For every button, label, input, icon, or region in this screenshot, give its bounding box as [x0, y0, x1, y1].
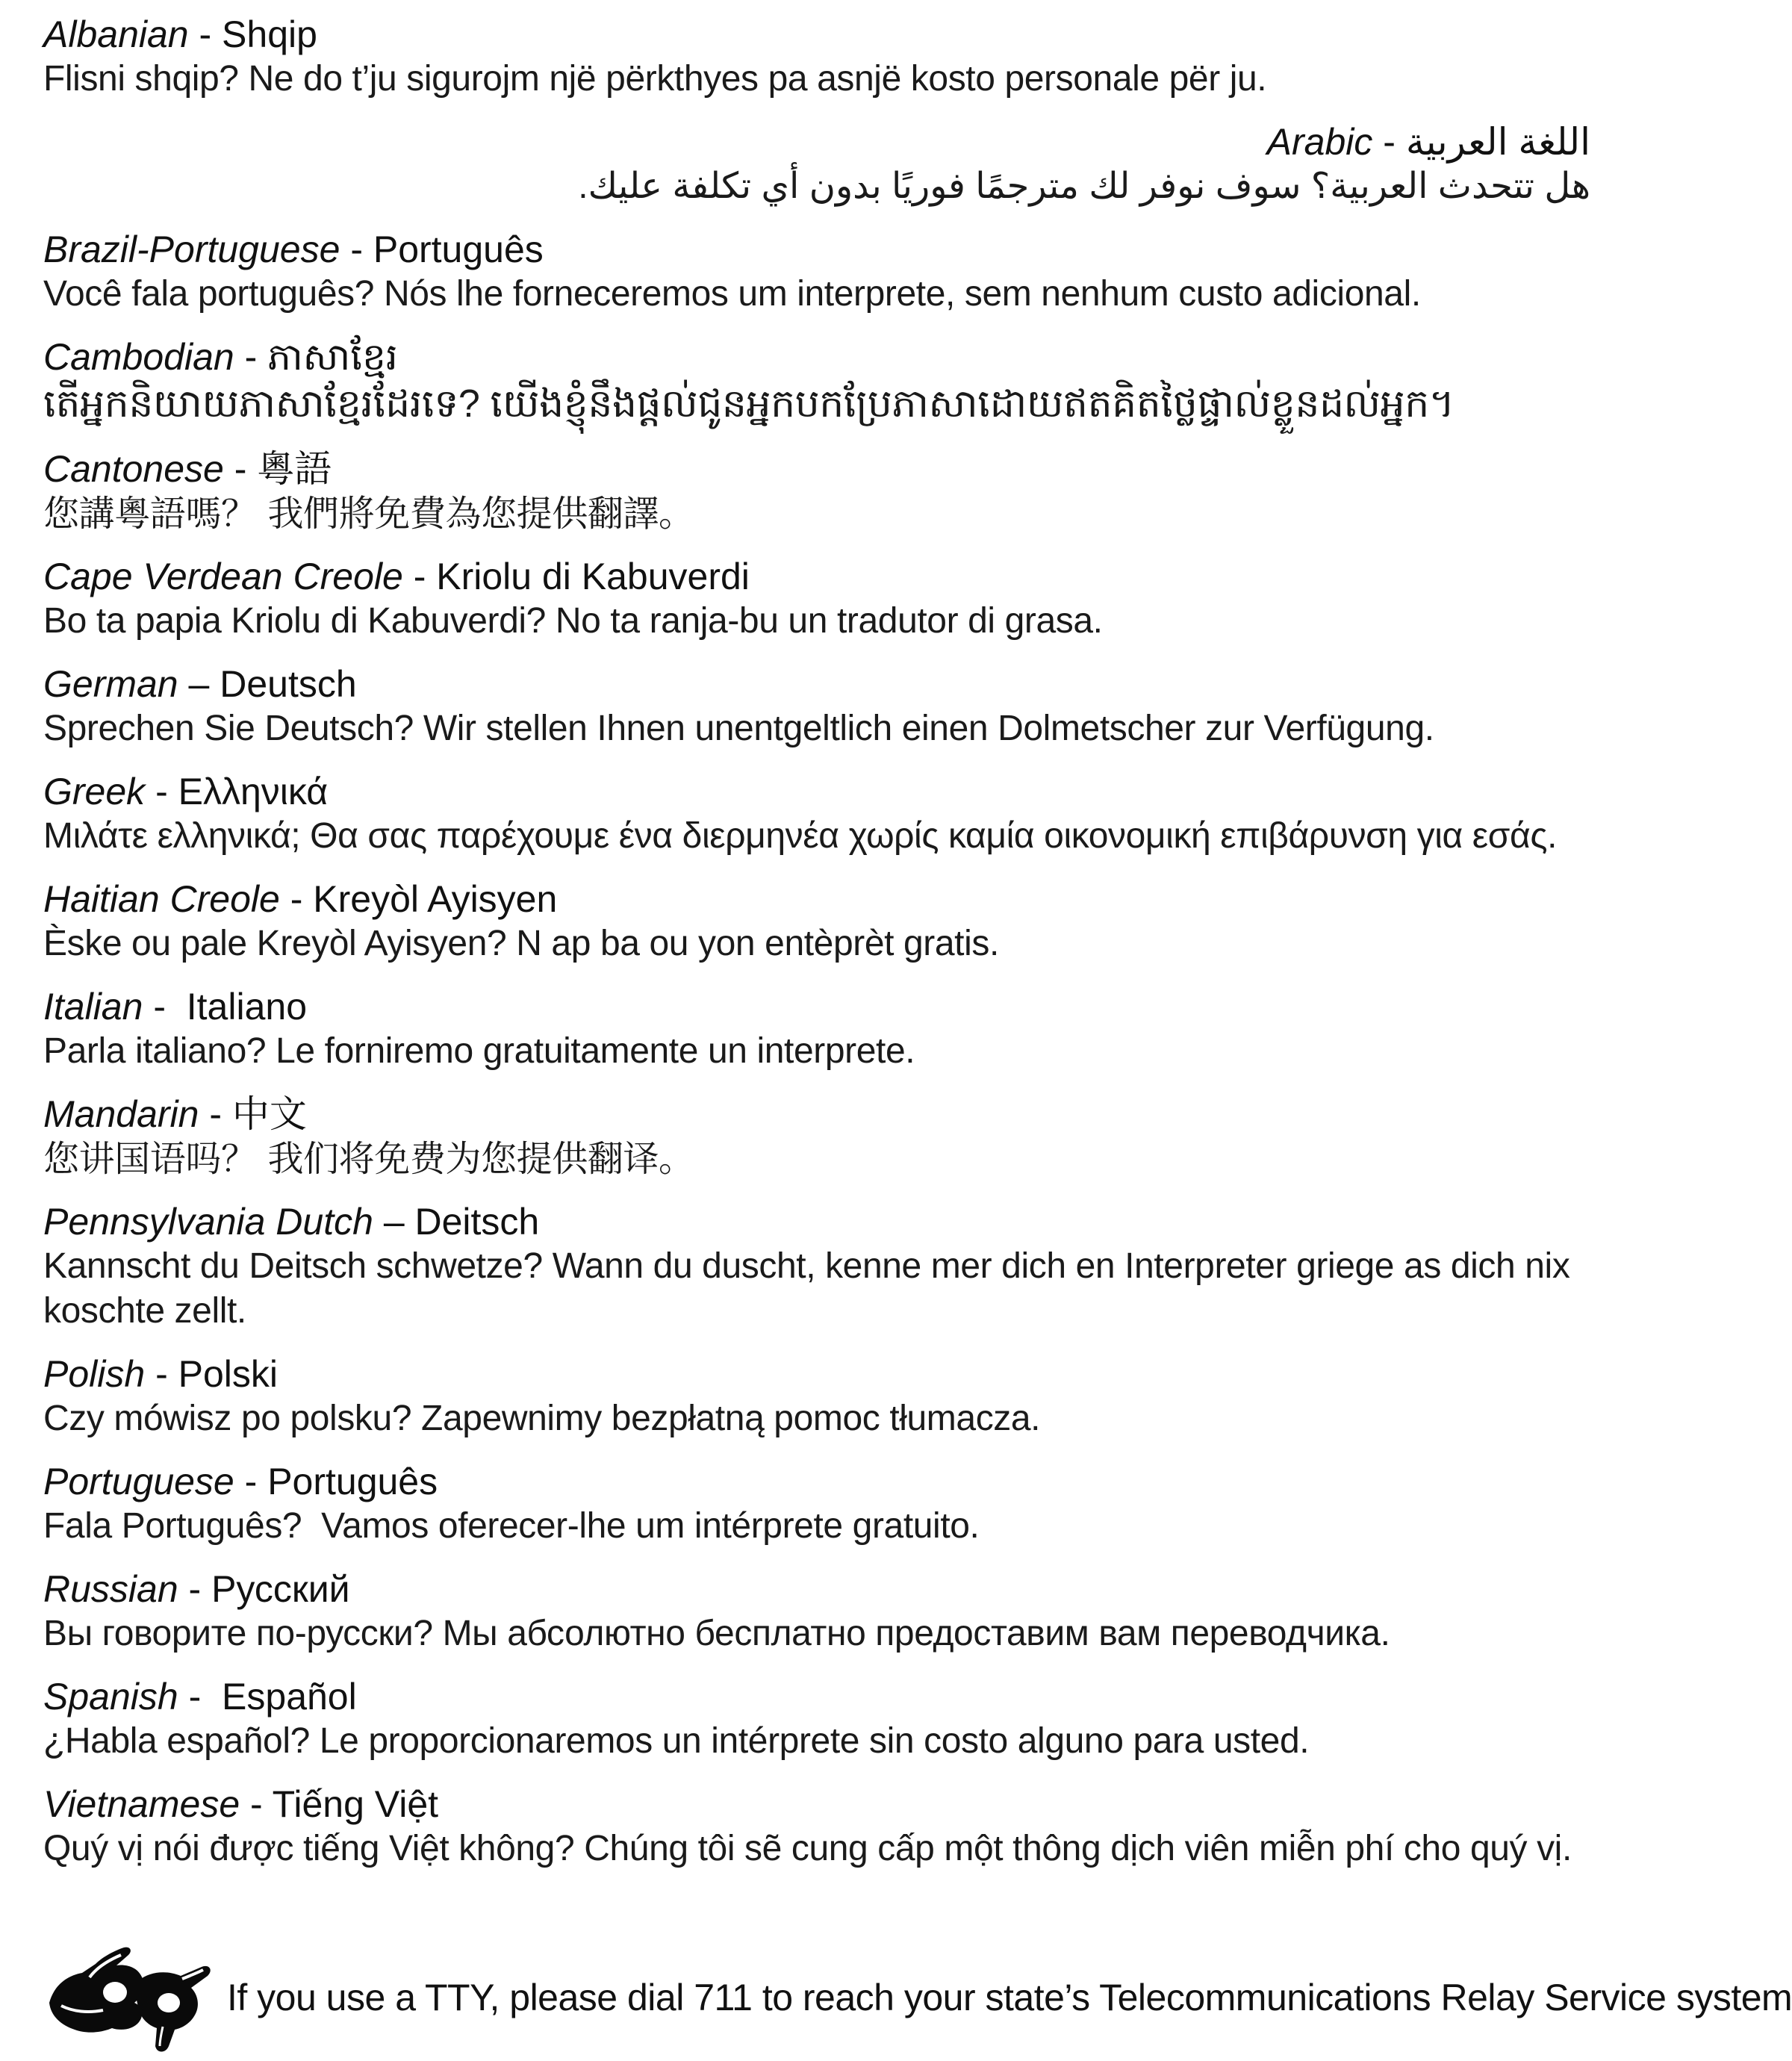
language-heading: Haitian Creole - Kreyòl Ayisyen	[43, 878, 558, 920]
interpreter-offer-text: Parla italiano? Le forniremo gratuitamente un interprete.	[43, 1031, 915, 1071]
language-heading: German – Deutsch	[43, 663, 357, 705]
language-name-native: Polski	[178, 1353, 278, 1395]
language-name-english: German	[43, 663, 178, 705]
language-name-native: Shqip	[222, 13, 317, 55]
language-name-english: Pennsylvania Dutch	[43, 1201, 373, 1243]
interpreter-offer-text: Flisni shqip? Ne do t’ju sigurojm një përkthyes pa asnjë kosto personale për ju.	[43, 59, 1267, 99]
language-heading: Pennsylvania Dutch – Deitsch	[43, 1201, 540, 1243]
language-name-english: Mandarin	[43, 1093, 199, 1135]
language-entry-mandarin	[43, 1092, 1590, 1181]
language-name-english: Brazil-Portuguese	[43, 229, 340, 270]
language-entry-pennsylvania-dutch	[43, 1199, 1590, 1334]
interpreter-offer-text: Você fala português? Nós lhe forneceremos um interprete, sem nenhum custo adicional.	[43, 274, 1421, 314]
language-heading: Albanian - Shqip	[43, 13, 317, 55]
language-name-english: Albanian	[43, 13, 189, 55]
interpreter-offer-text: Вы говорите по-русски? Мы абсолютно бесплатно предоставим вам переводчика.	[43, 1614, 1390, 1653]
language-entry-spanish	[43, 1674, 1590, 1764]
language-entry-cantonese	[43, 447, 1590, 536]
language-heading: Italian - Italiano	[43, 986, 307, 1028]
language-entry-greek	[43, 769, 1590, 859]
language-name-native: 粵語	[257, 447, 332, 491]
interpreter-offer-text: Fala Português? Vamos oferecer-lhe um intérprete gratuito.	[43, 1506, 980, 1546]
language-assistance-notice	[43, 12, 1590, 1889]
language-entry-haitian-creole	[43, 877, 1590, 966]
language-name-english: Cape Verdean Creole	[43, 556, 403, 597]
interpreter-offer-text: Μιλάτε ελληνικά; Θα σας παρέχουμε ένα διερμηνέα χωρίς καμία οικονομική επιβάρυνση για εσάς.	[43, 816, 1558, 856]
language-name-native: Italiano	[186, 986, 307, 1028]
language-name-native: Kriolu di Kabuverdi	[436, 556, 750, 597]
interpreter-offer-text: Sprechen Sie Deutsch? Wir stellen Ihnen unentgeltlich einen Dolmetscher zur Verfügung.	[43, 709, 1434, 748]
language-name-native: Deutsch	[220, 663, 357, 705]
language-entry-italian	[43, 984, 1590, 1074]
language-entry-polish	[43, 1352, 1590, 1441]
language-name-english: Italian	[43, 986, 143, 1028]
tty-relay-instructions: If you use a TTY, please dial 711 to reach your state’s Telecommunications Relay Service system	[227, 1977, 1792, 2018]
interpreter-offer-text: Bo ta papia Kriolu di Kabuverdi? No ta ranja-bu un tradutor di grasa.	[43, 601, 1103, 641]
language-heading: Mandarin - 中文	[43, 1092, 307, 1136]
language-name-native: Deitsch	[414, 1201, 540, 1243]
language-entry-german	[43, 662, 1590, 751]
language-entry-vietnamese	[43, 1782, 1590, 1871]
language-heading: Spanish - Español	[43, 1676, 357, 1718]
interpreter-offer-text: Kannscht du Deitsch schwetze? Wann du duscht, kenne mer dich en Interpreter griege as dich nix koschte zellt.	[43, 1246, 1570, 1331]
language-heading: Portuguese - Português	[43, 1461, 438, 1502]
interpreter-offer-text: Quý vị nói được tiếng Việt không? Chúng tôi sẽ cung cấp một thông dịch viên miễn phí cho quý vị.	[43, 1829, 1572, 1868]
language-heading: Cantonese - 粵語	[43, 447, 332, 491]
language-entry-portuguese	[43, 1459, 1590, 1549]
language-name-english: Russian	[43, 1568, 178, 1610]
asl-interpreting-hands-icon	[43, 1934, 215, 2061]
interpreter-offer-text: هل تتحدث العربية؟ سوف نوفر لك مترجمًا فوريًا بدون أي تكلفة عليك.	[578, 167, 1590, 206]
language-entry-cape-verdean-creole	[43, 554, 1590, 644]
language-heading: Vietnamese - Tiếng Việt	[43, 1783, 439, 1825]
language-entry-cambodian	[43, 335, 1590, 429]
language-name-native: ភាសាខ្មែរ	[267, 336, 398, 378]
language-entry-russian	[43, 1567, 1590, 1656]
language-name-native: Português	[373, 229, 544, 270]
language-name-native: Kreyòl Ayisyen	[313, 878, 558, 920]
language-name-english: Cambodian	[43, 336, 234, 378]
language-name-english: Greek	[43, 771, 146, 812]
language-entry-albanian	[43, 12, 1590, 102]
language-heading: Cape Verdean Creole - Kriolu di Kabuverdi	[43, 556, 750, 597]
language-name-native: 中文	[231, 1092, 307, 1136]
language-heading: Polish - Polski	[43, 1353, 278, 1395]
interpreter-offer-text: Èske ou pale Kreyòl Ayisyen? N ap ba ou yon entèprèt gratis.	[43, 924, 999, 963]
language-name-english: Cantonese	[43, 448, 224, 490]
language-name-native: Русский	[211, 1568, 350, 1610]
language-heading: Russian - Русский	[43, 1568, 350, 1610]
language-name-native: Português	[267, 1461, 438, 1502]
language-name-english: Arabic	[1266, 121, 1373, 163]
language-name-english: Haitian Creole	[43, 878, 280, 920]
language-name-native: Tiếng Việt	[272, 1783, 439, 1825]
language-heading: Greek - Ελληνικά	[43, 771, 329, 812]
language-name-english: Portuguese	[43, 1461, 234, 1502]
interpreter-offer-text: 您講粵語嗎？ 我們將免費為您提供翻譯。	[43, 493, 694, 535]
language-name-native: اللغة العربية	[1405, 121, 1590, 163]
language-heading: Brazil-Portuguese - Português	[43, 229, 544, 270]
language-name-english: Polish	[43, 1353, 146, 1395]
language-entry-brazil-portuguese	[43, 227, 1590, 317]
language-heading: اللغة العربية - Arabic	[1266, 121, 1590, 163]
language-name-english: Spanish	[43, 1676, 178, 1718]
language-name-native: Español	[222, 1676, 357, 1718]
language-name-english: Vietnamese	[43, 1783, 240, 1825]
interpreter-offer-text: 您讲国语吗？ 我们将免费为您提供翻译。	[43, 1138, 694, 1180]
language-entry-arabic	[43, 119, 1590, 209]
tty-notice	[43, 1934, 1792, 2061]
language-heading: Cambodian - ភាសាខ្មែរ	[43, 336, 398, 378]
interpreter-offer-text: Czy mówisz po polsku? Zapewnimy bezpłatną pomoc tłumacza.	[43, 1399, 1041, 1438]
interpreter-offer-text: ¿Habla español? Le proporcionaremos un intérprete sin costo alguno para usted.	[43, 1721, 1310, 1761]
language-name-native: Ελληνικά	[178, 771, 329, 812]
interpreter-offer-text: តើអ្នកនិយាយភាសាខ្មែរដែរទេ? យើងខ្ញុំនឹងផ្តល់ជូនអ្នកបកប្រែភាសាដោយឥតគិតថ្លៃផ្ទាល់ខ្លួនដល់អ្នក។	[43, 382, 1455, 426]
